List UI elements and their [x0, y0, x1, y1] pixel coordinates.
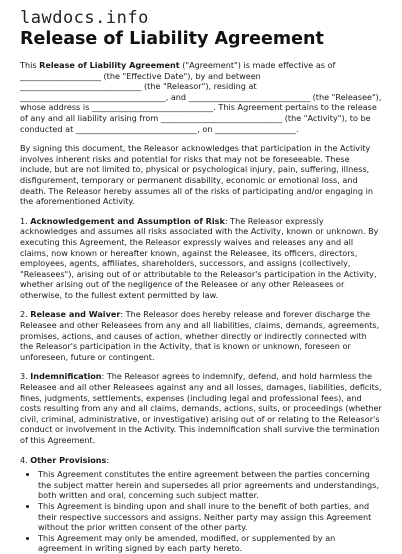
provisions-list: [20, 469, 382, 554]
section-heading: Acknowledgement and Assumption of Risk: [30, 215, 225, 226]
acknowledgement-paragraph: By signing this document, the Releasor acknowledges that participation in the Activity involves inherent risks and potential for risks that may not be foreseeable. These include, but are not limited to, physical or psychological injury, pain, suffering, illness, disfigurement, temporary or permanent disability, economic or emotional loss, and death. The Releasor hereby assumes all of the risks of participating and/or engaging in the aforementioned Activity.: [20, 143, 373, 207]
section-heading: Indemnification: [30, 371, 102, 382]
intro-paragraph: [20, 60, 382, 134]
section-body: :: [106, 454, 110, 465]
section-number: 2.: [20, 309, 31, 320]
section-4-paragraph: [20, 455, 382, 466]
section-body: : The Releasor expressly acknowledges and assumes all risks associated with the Activity, known or unknown. By executing this Agreement, the Releasor expressly waives and releases any and all claims, now known or hereafter known, against the Releasee, its officers, directors, employees, agents, affiliates, shareholders, successors, and assigns (collectively, "Releasees"), arising out of or attributable to the Releasor's participation in the Activity, whether arising out of the negligence of the Releasee or any other Releasees or otherwise, to the fullest extent permitted by law.: [20, 215, 379, 300]
site-logo-text: lawdocs.info: [20, 8, 149, 28]
intro-text-2: ("Agreement") is made effective as of ____________________ (the "Effective Date"), by and between ______________________________ (the "Releasor"), residing at ____________________________________, and ______________________________ (the "Releasee"), whose address is ______________________________. This Agreement pertains to the release of any and all liability arising from ______________________________ (the "Activity"), to be conducted at ______________________________, on ____________________.: [20, 60, 382, 134]
section-1-paragraph: [20, 216, 382, 301]
section-body: : The Releasor agrees to indemnify, defend, and hold harmless the Releasee and all other Releasees against any and all losses, damages, liabilities, deficits, fines, judgments, settlements, expenses (including legal and professional fees), and costs resulting from any and all claims, demands, actions, suits, or proceedings (whether civil, criminal, administrative, or investigative) arising out of or relating to the Releasor's conduct or involvement in the Activity. This indemnification shall survive the termination of this Agreement.: [20, 371, 382, 445]
section-number: 4.: [20, 454, 31, 465]
document-title: Release of Liability Agreement: [20, 29, 324, 49]
intro-bold-title: Release of Liability Agreement: [39, 60, 180, 70]
section-number: 3.: [20, 371, 31, 382]
list-item: • This Agreement constitutes the entire agreement between the parties concerning the subject matter herein and supersedes all prior agreements and understandings, both written and oral, concerning such subject matter.: [38, 469, 382, 501]
section-body: : The Releasor does hereby release and forever discharge the Releasee and other Releasees from any and all liabilities, claims, demands, agreements, promises, actions, and causes of action, whether directly or indirectly connected with the Releasor's participation in the Activity, that is known or unknown, foreseen or unforeseen, future or contingent.: [20, 309, 380, 362]
intro-text-1: This: [20, 60, 40, 70]
section-2-paragraph: [20, 309, 382, 362]
section-heading: Release and Waiver: [30, 309, 121, 320]
list-item: • This Agreement may only be amended, modified, or supplemented by an agreement in writing signed by each party hereto.: [38, 533, 382, 554]
section-heading: Other Provisions: [30, 454, 107, 465]
section-3-paragraph: [20, 371, 382, 445]
section-number: 1.: [20, 215, 31, 226]
list-item: • This Agreement is binding upon and shall inure to the benefit of both parties, and their respective successors and assigns. Neither party may assign this Agreement without the prior written consent of the other party.: [38, 501, 382, 533]
